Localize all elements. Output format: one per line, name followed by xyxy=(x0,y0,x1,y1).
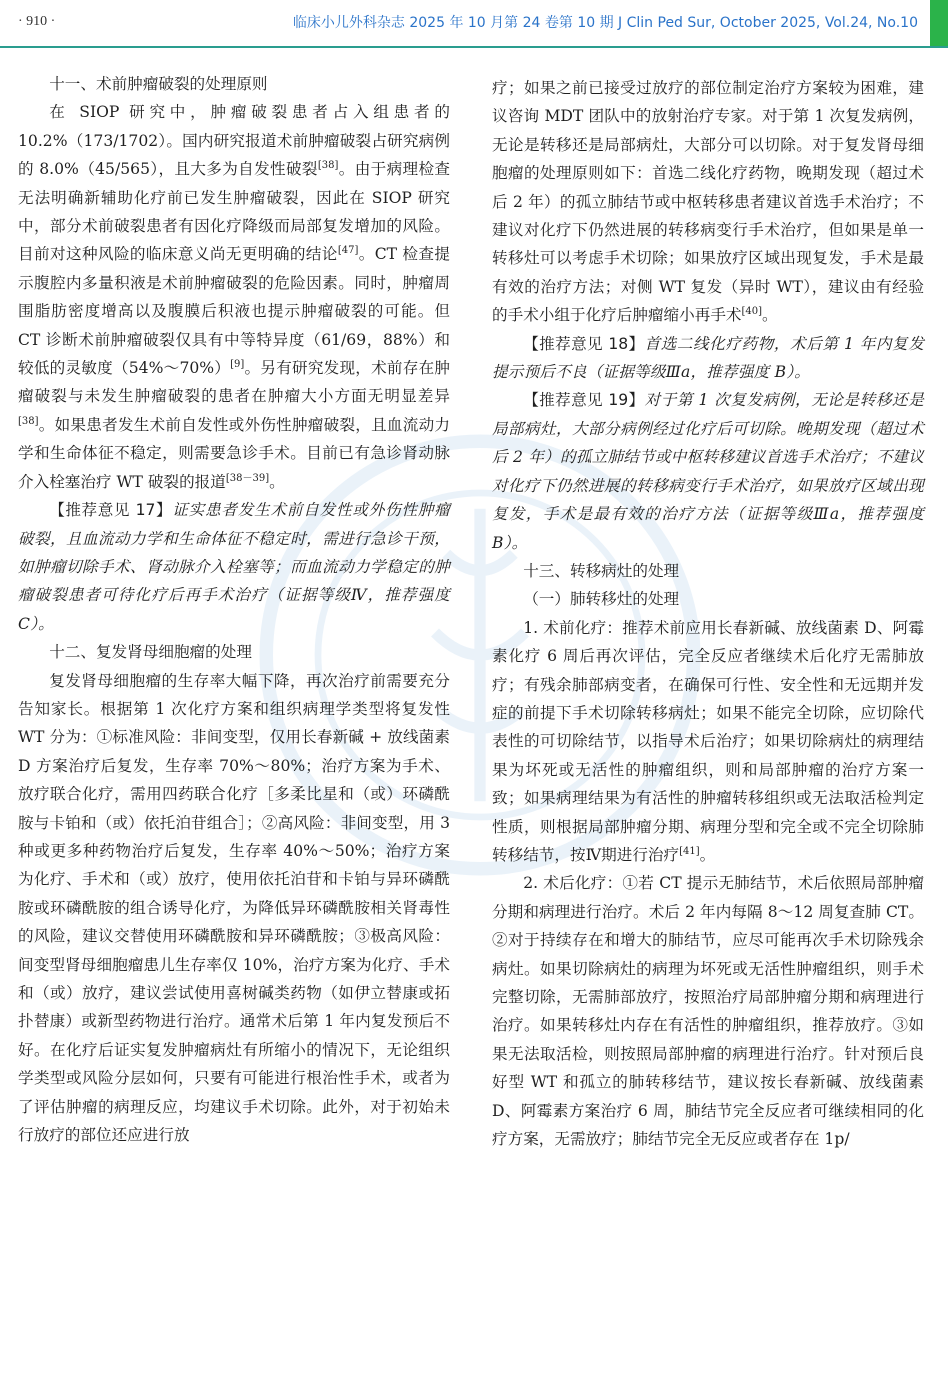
paragraph-text: 。CT 检查提示腹腔内多量积液是术前肿瘤破裂的危险因素。同时，肿瘤周围脂肪密度增高以及腹膜后积液也提示肿瘤破裂的可能。但 CT 诊断术前肿瘤破裂仅具有中等特异度（61/69，88%）和较低的灵敏度（54%～70%） xyxy=(18,245,450,378)
paragraph-text: 复发肾母细胞瘤的生存率大幅下降，再次治疗前需要充分告知家长。根据第 1 次化疗方案和组织病理学类型将复发性 WT 分为：①标准风险：非间变型，仅用长春新碱 + 放线菌素 D 方案治疗后复发，生存率 70%～80%；治疗方案为手术、放疗联合化疗，需用四药联合化疗［多柔比星和（或）环磷酰胺与卡铂和（或）依托泊苷组合］；②高风险：非间变型，用 3 种或更多种药物治疗后复发，生存率 40%～50%；治疗方案为化疗、手术和（或）放疗，使用依托泊苷和卡铂与异环磷酰胺或环磷酰胺的组合诱导化疗，为降低异环磷酰胺相关肾毒性的风险，建议交替使用环磷酰胺和异环磷酰胺；③极高风险：间变型肾母细胞瘤患儿生存率仅 10%，治疗方案为化疗、手术和（或）放疗，建议尝试使用喜树碱类药物（如伊立替康或拓扑替康）或新型药物进行治疗。通常术后第 1 年内复发预后不好。在化疗后证实复发肿瘤病灶有所缩小的情况下，无论组织学类型或风险分层如何，只要有可能进行根治性手术，或者为了评估肿瘤的病理反应，均建议手术切除。此外，对于初始未行放疗的部位还应进行放 xyxy=(18,671,450,1145)
recommendation-tag: 【推荐意见 18】 xyxy=(523,334,645,353)
heading-text: 十三、转移病灶的处理 xyxy=(523,561,680,580)
citation-ref: [41] xyxy=(679,845,700,857)
paragraph-text: 疗；如果之前已接受过放疗的部位制定治疗方案较为困难，建议咨询 MDT 团队中的放射治疗专家。对于第 1 次复发病例，无论是转移还是局部病灶，大部分可以切除。对于复发肾母细胞瘤的处理原则如下：首选二线化疗药物，晚期发现（超过术后 2 年）的孤立肺结节或中枢转移患者建议首选手术治疗；不建议对化疗下仍然进展的转移病变行手术治疗，但如果是单一转移灶可以考虑手术切除；如果放疗区域出现复发，手术是最有效的治疗方法；对侧 WT 复发（异时 WT），建议由有经验的手术小组于化疗后肿瘤缩小再手术 xyxy=(492,79,924,325)
paragraph-text: 。 xyxy=(269,472,285,491)
body-paragraph xyxy=(18,98,450,496)
section-tab xyxy=(930,0,948,46)
paragraph-text: 1. 术前化疗：推荐术前应用长春新碱、放线菌素 D、阿霉素化疗 6 周后再次评估，完全反应者继续术后化疗无需肺放疗；有残余肺部病变者，在确保可行性、安全性和无远期并发症的前提下手术切除转移病灶；如果不能完全切除，应切除代表性的可切除结节，以指导术后治疗；如果切除病灶的病理结果为坏死或无活性的肿瘤组织，则和局部肿瘤的治疗方案一致；如果病理结果为有活性的肿瘤转移组织或无法取活检判定性质，则根据局部肿瘤分期、病理分型和完全或不完全切除肺转移结节，按Ⅳ期进行治疗 xyxy=(492,618,924,864)
heading-text: 十二、复发肾母细胞瘤的处理 xyxy=(49,643,252,662)
left-column xyxy=(18,70,450,1149)
heading-text: 十一、术前肿瘤破裂的处理原则 xyxy=(49,75,268,93)
section-heading xyxy=(492,585,924,613)
section-heading xyxy=(492,557,924,585)
citation-ref: [38] xyxy=(18,415,39,427)
body-paragraph xyxy=(18,667,450,1150)
citation-ref: [40] xyxy=(741,306,763,318)
page-number: · 910 · xyxy=(18,14,56,29)
paragraph-text: 2. 术后化疗：①若 CT 提示无肺结节，术后依照局部肿瘤分期和病理进行治疗。术后 2 年内每隔 8～12 周复查肺 CT。②对于持续存在和增大的肺结节，应尽可能再次手术切除残余病灶。如果切除病灶的病理为坏死或无活性肿瘤组织，则手术完整切除，无需肺部放疗，按照治疗局部肿瘤分期和病理进行治疗。如果转移灶内存在有活性的肿瘤组织，推荐放疗。③如果无法取活检，则按照局部肿瘤的病理进行治疗。针对预后良好型 WT 和孤立的肺转移结节，建议按长春新碱、放线菌素 D、阿霉素方案治疗 6 周，肺结节完全反应者可继续相同的化疗方案，无需放疗；肺结节完全无反应或者存在 1p/ xyxy=(492,874,924,1149)
paragraph-text: 。如果患者发生术前自发性或外伤性肿瘤破裂，且血流动力学和生命体征不稳定，则需要急诊手术。目前已有急诊肾动脉介入栓塞治疗 WT 破裂的报道 xyxy=(18,415,450,491)
citation-ref: [9] xyxy=(230,358,245,370)
paragraph-text: 。另有研究发现，术前存在肿瘤破裂与未发生肿瘤破裂的患者在肿瘤大小方面无明显差异 xyxy=(18,359,450,406)
recommendation-tag: 【推荐意见 19】 xyxy=(523,391,645,410)
body-paragraph xyxy=(492,74,924,330)
paragraph-text: 。 xyxy=(762,306,778,325)
recommendation xyxy=(492,330,924,387)
recommendation-body: 首选二线化疗药物，术后第 1 年内复发提示预后不良（证据等级Ⅲa，推荐强度 B）。 xyxy=(492,334,924,382)
heading-text: （一）肺转移灶的处理 xyxy=(523,590,680,609)
journal-citation: 临床小儿外科杂志 2025 年 10 月第 24 卷第 10 期 J Clin Ped Sur, October 2025, Vol.24, No.10 xyxy=(292,15,918,31)
paragraph-text: 。 xyxy=(699,845,716,864)
right-column xyxy=(492,74,924,1153)
citation-ref: [47] xyxy=(337,245,359,257)
recommendation xyxy=(18,496,450,638)
body-paragraph xyxy=(492,614,924,870)
page-header xyxy=(0,0,948,48)
recommendation-body: 证实患者发生术前自发性或外伤性肿瘤破裂，且血流动力学和生命体征不稳定时，需进行急诊干预，如肿瘤切除手术、肾动脉介入栓塞等；而血流动力学稳定的肿瘤破裂患者可待化疗后再手术治疗（证据等级Ⅳ，推荐强度 C）。 xyxy=(18,501,450,633)
paragraph-text: 在 SIOP 研究中，肿瘤破裂患者占入组患者的 10.2%（173/1702）。国内研究报道术前肿瘤破裂占研究病例的 8.0%（45/565），且大多为自发性破裂 xyxy=(18,103,450,179)
recommendation-body: 对于第 1 次复发病例，无论是转移还是局部病灶，大部分病例经过化疗后可切除。晚期发现（超过术后 2 年）的孤立肺结节或中枢转移建议首选手术治疗；不建议对化疗下仍然进展的转移病变行手术治疗，如果放疗区域出现复发，手术是最有效的治疗方法（证据等级Ⅲa，推荐强度 B）。 xyxy=(492,391,924,552)
section-heading xyxy=(18,638,450,666)
citation-ref: [38－39] xyxy=(225,472,270,484)
recommendation xyxy=(492,386,924,556)
citation-ref: [38] xyxy=(317,160,339,172)
body-paragraph xyxy=(492,869,924,1153)
recommendation-tag: 【推荐意见 17】 xyxy=(49,501,173,520)
section-heading xyxy=(18,70,450,98)
paragraph-text: 。由于病理检查无法明确新辅助化疗前已发生肿瘤破裂，因此在 SIOP 研究中，部分术前破裂患者有因化疗降级而局部复发增加的风险。目前对这种风险的临床意义尚无更明确的结论 xyxy=(18,160,450,264)
